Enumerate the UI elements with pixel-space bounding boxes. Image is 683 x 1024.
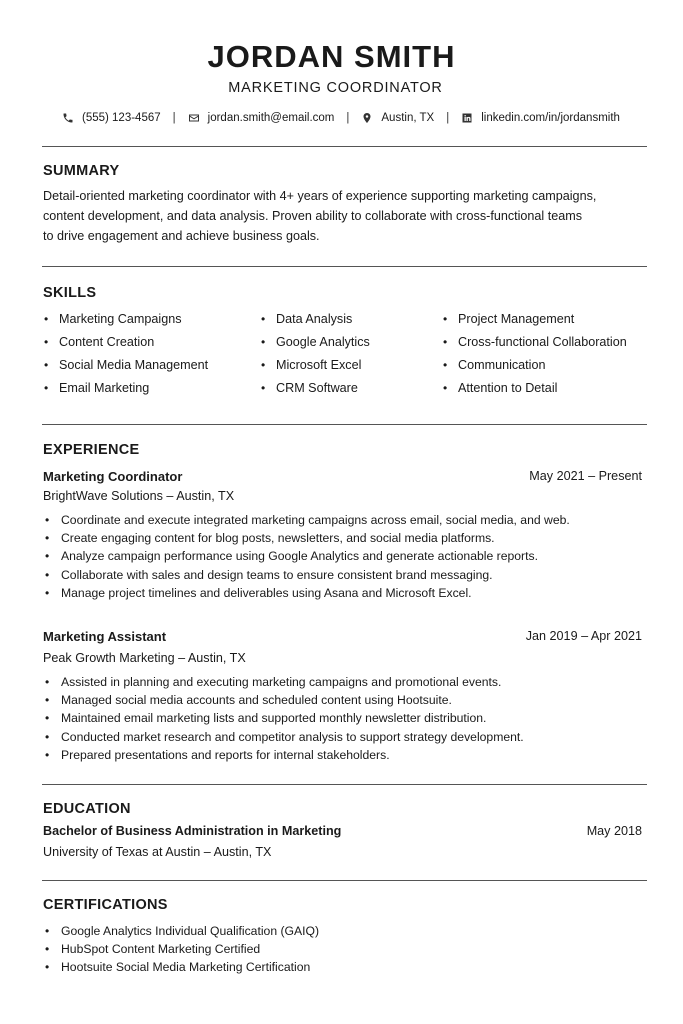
contact-separator: | — [446, 112, 450, 124]
location-pin-icon — [361, 112, 373, 124]
certifications-heading: CERTIFICATIONS — [43, 897, 168, 913]
job-bullet: • Managed social media accounts and scheduled content using Hootsuite. — [43, 691, 643, 709]
certification-list — [43, 922, 643, 977]
school-name: University of Texas at Austin – Austin, TX — [43, 845, 272, 859]
job-bullet: • Coordinate and execute integrated marketing campaigns across email, social media, and web. — [43, 511, 643, 529]
job-bullet: • Manage project timelines and deliverables using Asana and Microsoft Excel. — [43, 584, 643, 602]
job-bullet: • Create engaging content for blog posts, newsletters, and social media platforms. — [43, 529, 643, 547]
job-bullets — [43, 673, 643, 764]
skill-item: • Project Management — [442, 309, 627, 332]
job-bullets — [43, 511, 643, 602]
skill-item: • Social Media Management — [43, 355, 208, 378]
summary-line: content development, and data analysis. Proven ability to collaborate with cross-functional teams — [43, 209, 583, 223]
contact-linkedin[interactable] — [461, 112, 620, 124]
summary-text — [43, 186, 643, 246]
education-heading: EDUCATION — [43, 801, 131, 817]
skills-column — [442, 309, 627, 401]
job-bullet: • Prepared presentations and reports for internal stakeholders. — [43, 746, 643, 764]
skill-item: • Attention to Detail — [442, 378, 627, 401]
summary-line: to drive engagement and achieve business goals. — [43, 229, 320, 243]
location-text: Austin, TX — [381, 112, 435, 124]
skills-heading: SKILLS — [43, 285, 97, 301]
section-divider — [42, 784, 647, 785]
job-bullet: • Collaborate with sales and design teams to ensure consistent brand messaging. — [43, 566, 643, 584]
section-divider — [42, 266, 647, 267]
job-dates: May 2021 – Present — [529, 469, 642, 483]
skill-item: • Content Creation — [43, 332, 208, 355]
candidate-name: JORDAN SMITH — [207, 39, 456, 74]
summary-heading: SUMMARY — [43, 163, 120, 179]
resume-header — [0, 40, 683, 96]
skill-item: • CRM Software — [260, 378, 370, 401]
skill-item: • Cross-functional Collaboration — [442, 332, 627, 355]
contact-email[interactable] — [188, 112, 335, 124]
skills-column — [43, 309, 208, 401]
section-divider — [42, 146, 647, 147]
job-title: Marketing Assistant — [43, 629, 167, 644]
summary-line: Detail-oriented marketing coordinator with 4+ years of experience supporting marketing campaigns, — [43, 189, 597, 203]
experience-heading: EXPERIENCE — [43, 442, 140, 458]
linkedin-icon — [461, 112, 473, 124]
contact-separator: | — [346, 112, 350, 124]
job-bullet: • Maintained email marketing lists and supported monthly newsletter distribution. — [43, 709, 643, 727]
skill-item: • Marketing Campaigns — [43, 309, 208, 332]
certification-item: • HubSpot Content Marketing Certified — [43, 940, 643, 958]
contact-phone — [62, 112, 161, 124]
contact-bar — [62, 108, 642, 128]
job-organization: BrightWave Solutions – Austin, TX — [43, 489, 235, 503]
job-dates: Jan 2019 – Apr 2021 — [525, 629, 642, 643]
section-divider — [42, 880, 647, 881]
job-bullet: • Conducted market research and competitor analysis to support strategy development. — [43, 728, 643, 746]
degree-title: Bachelor of Business Administration in Marketing — [43, 824, 342, 838]
phone-icon — [62, 112, 74, 124]
skill-item: • Email Marketing — [43, 378, 208, 401]
phone-text: (555) 123-4567 — [82, 112, 161, 124]
graduation-date: May 2018 — [586, 824, 642, 838]
skill-item: • Google Analytics — [260, 332, 370, 355]
skills-grid — [43, 309, 643, 401]
candidate-role: MARKETING COORDINATOR — [228, 80, 443, 96]
job-bullet: • Analyze campaign performance using Google Analytics and generate actionable reports. — [43, 547, 643, 565]
job-bullet: • Assisted in planning and executing marketing campaigns and promotional events. — [43, 673, 643, 691]
certification-item: • Google Analytics Individual Qualification (GAIQ) — [43, 922, 643, 940]
job-organization: Peak Growth Marketing – Austin, TX — [43, 651, 246, 665]
mail-icon — [188, 112, 200, 124]
section-divider — [42, 424, 647, 425]
contact-location — [361, 112, 434, 124]
skill-item: • Microsoft Excel — [260, 355, 370, 378]
certification-item: • Hootsuite Social Media Marketing Certification — [43, 958, 643, 976]
skills-column — [260, 309, 370, 401]
contact-separator: | — [172, 112, 176, 124]
skill-item: • Data Analysis — [260, 309, 370, 332]
skill-item: • Communication — [442, 355, 627, 378]
linkedin-text[interactable]: linkedin.com/in/jordansmith — [481, 112, 620, 124]
job-title: Marketing Coordinator — [43, 469, 183, 484]
email-text[interactable]: jordan.smith@email.com — [207, 112, 335, 124]
